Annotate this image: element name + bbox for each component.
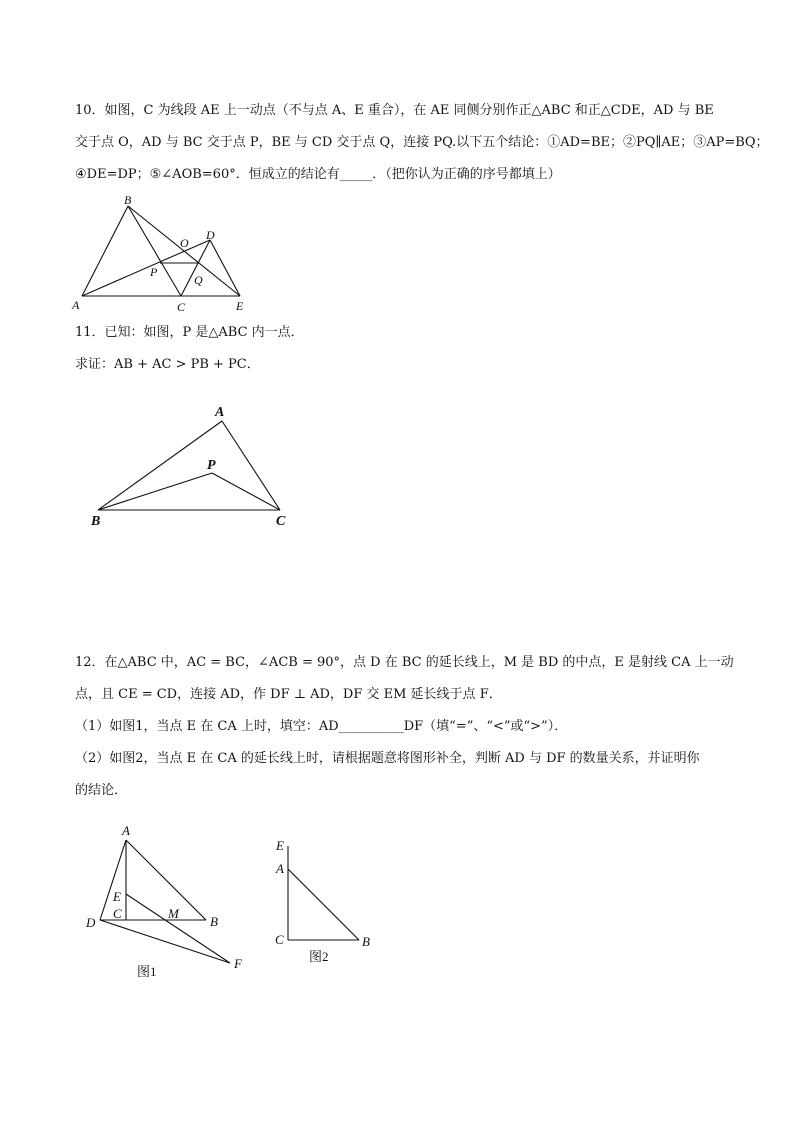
q12f2-label-c: C [275, 932, 284, 947]
q12f2-label-a: A [276, 861, 284, 876]
q12-text-line-3: （1）如图1，当点 E 在 CA 上时，填空：AD__________DF（填“=”、“<”或“>”）． [75, 719, 568, 734]
q12f1-label-c: C [113, 906, 122, 921]
q12-figure-2 [268, 830, 383, 970]
q11-label-p: P [207, 458, 216, 473]
q11-text-line-1: 11．已知：如图，P 是△ABC 内一点． [75, 325, 304, 340]
q11-text-line-2: 求证：AB + AC > PB + PC． [75, 357, 260, 372]
q11-label-c: C [276, 514, 286, 529]
q10-segment-ab [82, 206, 128, 296]
q12-text-line-5: 的结论． [75, 783, 128, 798]
q12-text-line-4: （2）如图2，当点 E 在 CA 的延长线上时，请根据题意将图形补全，判断 AD 与 DF 的数量关系，并证明你 [75, 751, 700, 766]
q12f1-segment-ab [126, 840, 206, 920]
q10-text-line-1: 10．如图，C 为线段 AE 上一动点（不与点 A、E 重合），在 AE 同侧分别作正△ABC 和正△CDE，AD 与 BE [75, 103, 714, 118]
q10-segment-be [128, 206, 240, 296]
q12f1-label-b: B [210, 914, 218, 929]
q12f1-label-f: F [234, 956, 242, 971]
q10-label-e: E [236, 299, 244, 313]
q12f1-label-d: D [86, 915, 96, 930]
q11-segment-bp [98, 473, 212, 510]
q12-text-line-2: 点，且 CE = CD，连接 AD，作 DF ⊥ AD，DF 交 EM 延长线于点 F． [75, 687, 502, 702]
q10-segment-de [210, 240, 240, 296]
q11-segment-ba [98, 421, 222, 510]
q10-label-q: Q [194, 273, 203, 287]
q10-text-line-2: 交于点 O，AD 与 BC 交于点 P，BE 与 CD 交于点 Q，连接 PQ.以下五个结论：①AD=BE；②PQ∥AE；③AP=BQ； [75, 135, 769, 150]
q12f1-label-e: E [113, 889, 121, 904]
q11-segment-pc [212, 473, 280, 510]
q12f2-segment-ab [288, 869, 359, 940]
q10-label-c: C [177, 300, 186, 314]
q11-label-b: B [91, 514, 101, 529]
q10-label-b: B [124, 193, 132, 207]
q12-figure-1 [80, 820, 255, 990]
q10-label-p: P [150, 265, 158, 279]
q12f1-label-m: M [168, 906, 179, 921]
q10-segment-bc [128, 206, 181, 296]
q10-text-line-3: ④DE=DP；⑤∠AOB=60°．恒成立的结论有_____．（把你认为正确的序号都填上） [75, 167, 561, 182]
q10-label-a: A [72, 298, 80, 312]
q10-label-d: D [206, 228, 215, 242]
q12-text-line-1: 12．在△ABC 中，AC = BC，∠ACB = 90°，点 D 在 BC 的延长线上，M 是 BD 的中点，E 是射线 CA 上一动 [75, 655, 734, 670]
q12f1-caption: 图1 [137, 964, 157, 979]
q12f2-label-b: B [362, 934, 370, 949]
q12f1-label-a: A [122, 823, 130, 838]
q12f2-label-e: E [276, 838, 284, 853]
q10-figure [70, 192, 260, 317]
q11-figure [85, 400, 300, 530]
q11-label-a: A [215, 405, 225, 420]
q12f2-caption: 图2 [309, 949, 329, 964]
q10-label-o: O [180, 236, 189, 250]
q10-segment-ad [82, 240, 210, 296]
q11-segment-ac [222, 421, 280, 510]
